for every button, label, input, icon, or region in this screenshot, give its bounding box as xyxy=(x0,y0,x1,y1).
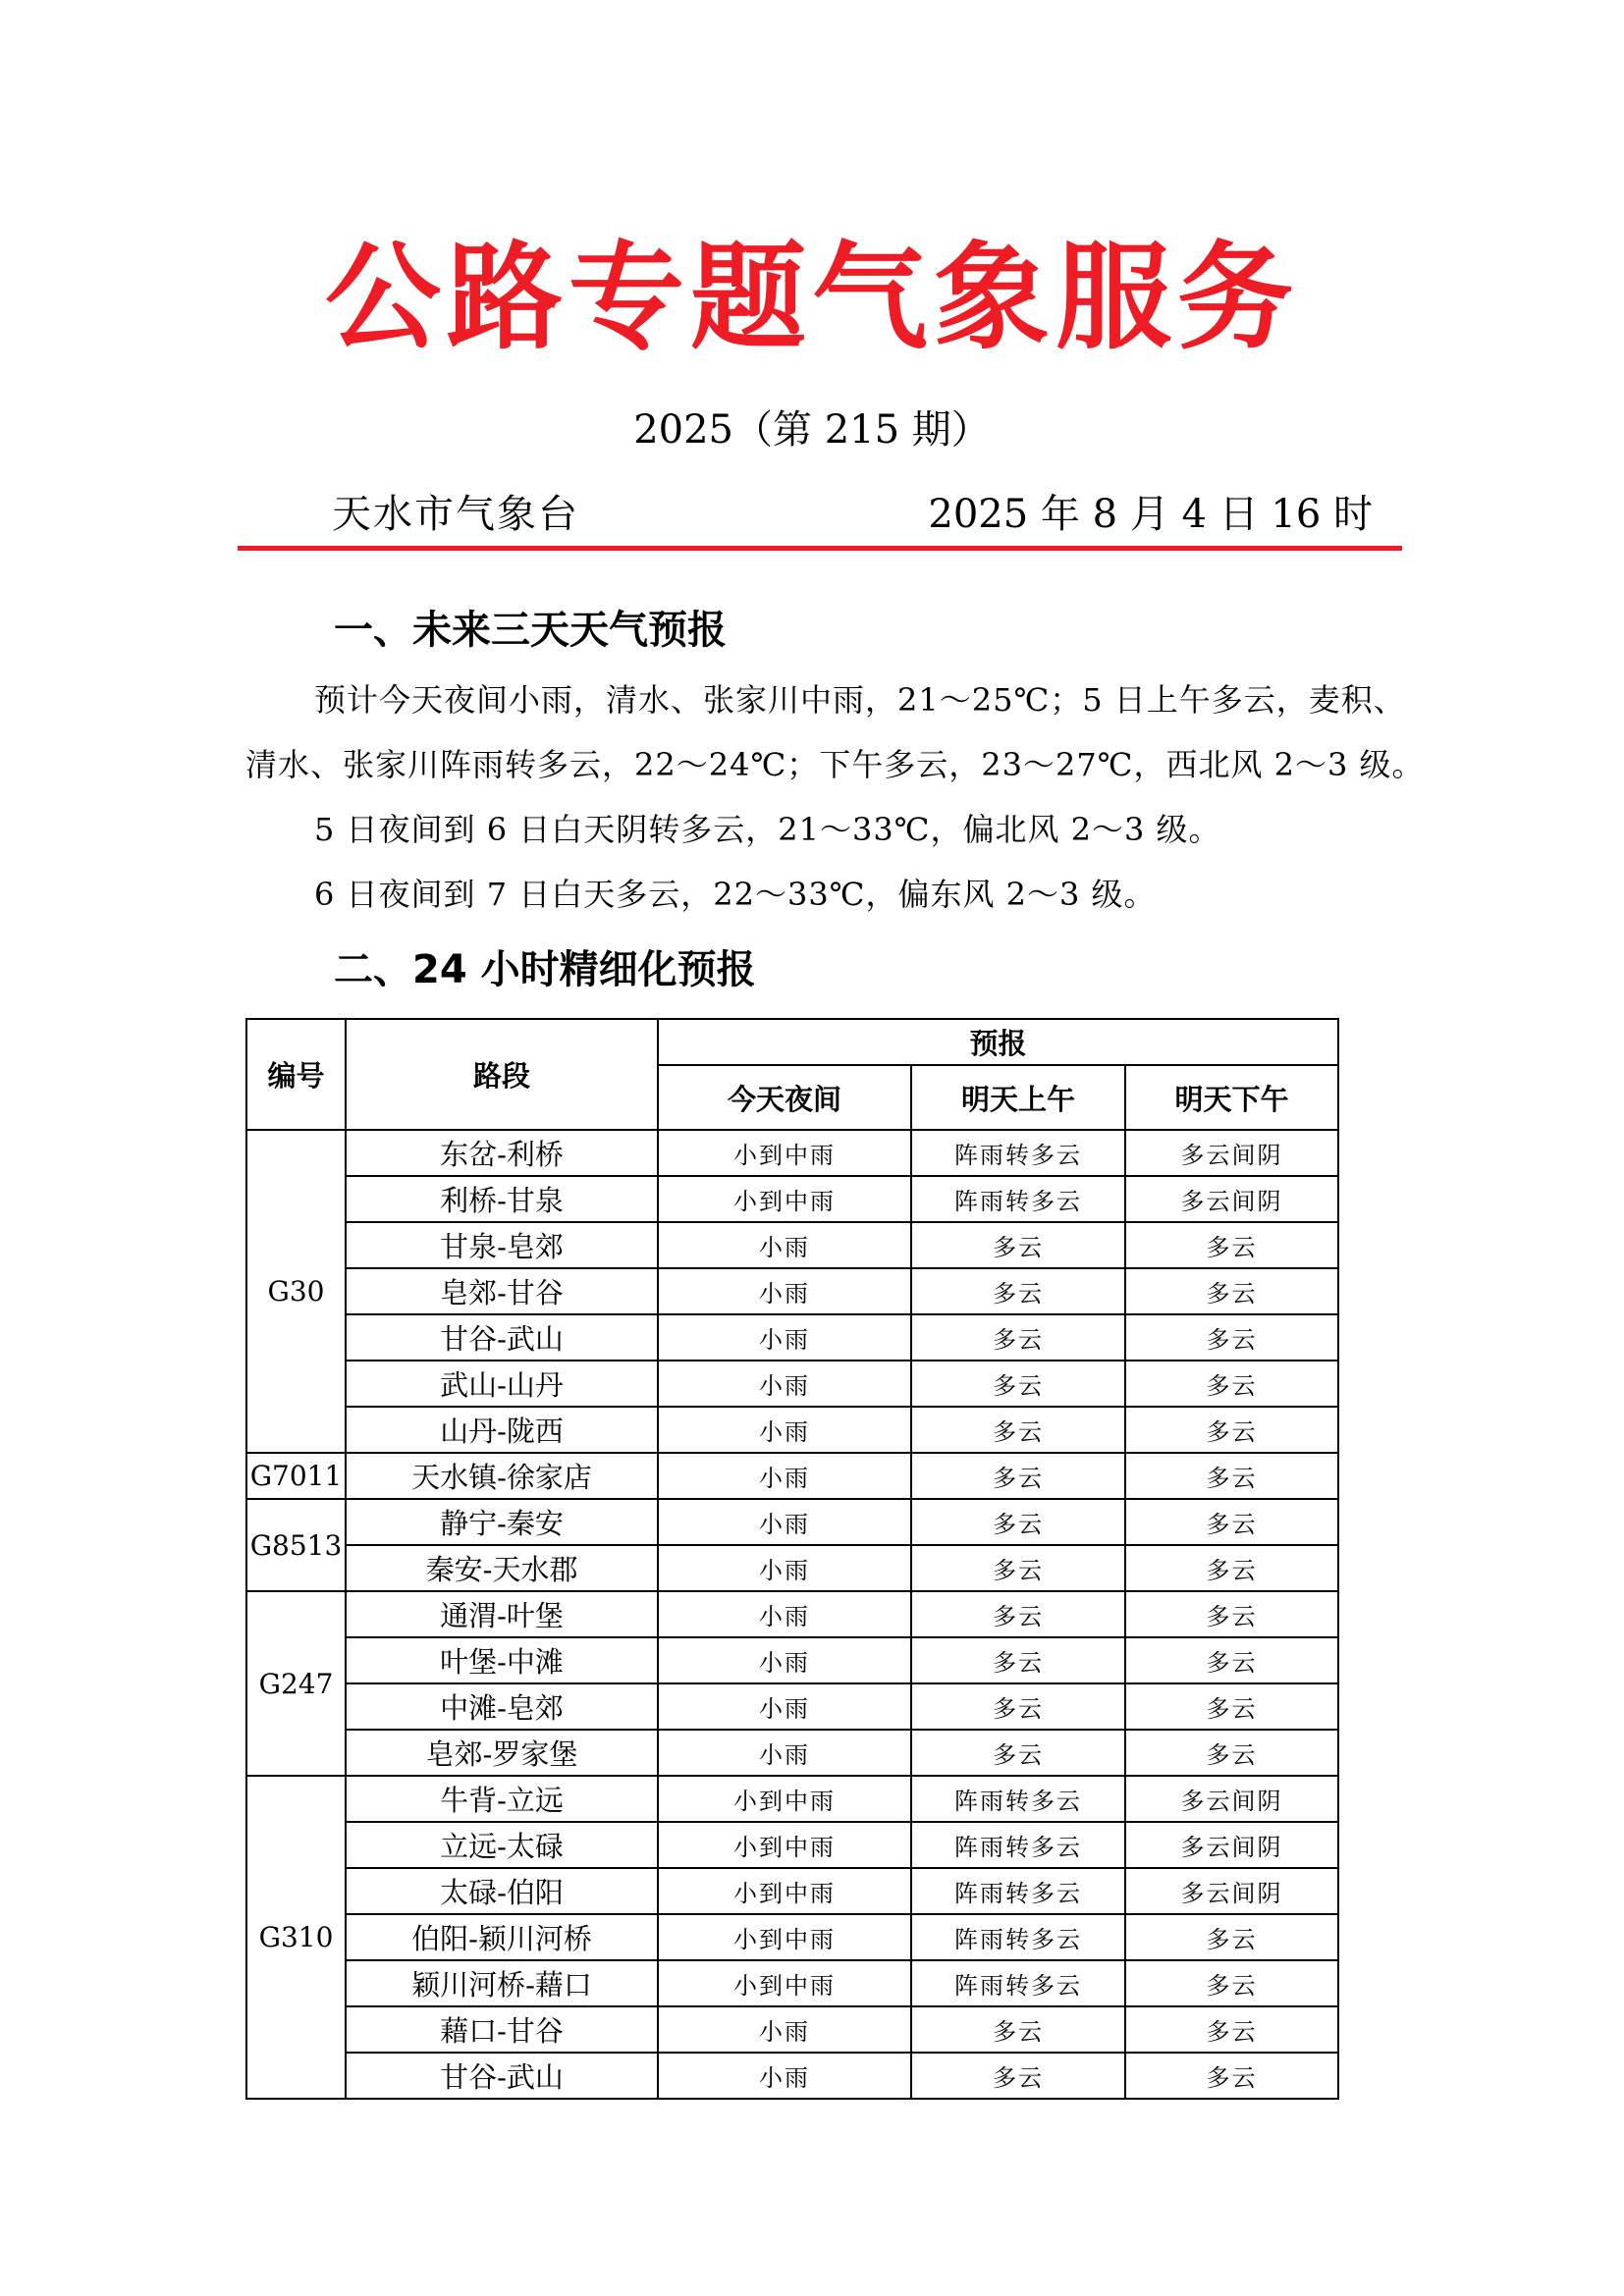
table-row xyxy=(246,1683,1338,1730)
forecast-tomorrow-pm: 多云间阴 xyxy=(1125,1176,1338,1222)
forecast-line-1: 预计今天夜间小雨，清水、张家川中雨，21～25℃；5 日上午多云，麦积、 xyxy=(314,681,1406,719)
forecast-line-4: 6 日夜间到 7 日白天多云，22～33℃，偏东风 2～3 级。 xyxy=(314,876,1157,913)
forecast-tomorrow-pm: 多云 xyxy=(1125,1407,1338,1453)
header-segment: 路段 xyxy=(346,1019,658,1130)
forecast-tomorrow-am: 阵雨转多云 xyxy=(911,1822,1125,1868)
forecast-tomorrow-pm: 多云间阴 xyxy=(1125,1130,1338,1176)
table-row xyxy=(246,1591,1338,1637)
road-segment: 伯阳-颖川河桥 xyxy=(346,1914,658,1960)
forecast-line-3: 5 日夜间到 6 日白天阴转多云，21～33℃，偏北风 2～3 级。 xyxy=(314,811,1221,848)
forecast-tonight: 小雨 xyxy=(658,1361,911,1407)
forecast-tomorrow-am: 阵雨转多云 xyxy=(911,1776,1125,1822)
header-code: 编号 xyxy=(246,1019,346,1130)
issue-date: 2025 年 8 月 4 日 16 时 xyxy=(928,492,1373,537)
road-segment: 立远-太碌 xyxy=(346,1822,658,1868)
forecast-tonight: 小雨 xyxy=(658,1407,911,1453)
forecast-tomorrow-pm: 多云 xyxy=(1125,1960,1338,2006)
forecast-tomorrow-pm: 多云 xyxy=(1125,1683,1338,1730)
road-segment: 静宁-秦安 xyxy=(346,1499,658,1545)
forecast-tomorrow-pm: 多云间阴 xyxy=(1125,1868,1338,1914)
forecast-tomorrow-am: 多云 xyxy=(911,1407,1125,1453)
table-row xyxy=(246,1130,1338,1176)
table-row xyxy=(246,2053,1338,2099)
road-segment: 秦安-天水郡 xyxy=(346,1545,658,1591)
forecast-tonight: 小雨 xyxy=(658,1683,911,1730)
forecast-tomorrow-am: 阵雨转多云 xyxy=(911,1176,1125,1222)
table-row xyxy=(246,1453,1338,1499)
forecast-tomorrow-am: 多云 xyxy=(911,1222,1125,1268)
issue-number: 2025（第 215 期） xyxy=(633,407,991,453)
road-segment: 中滩-皂郊 xyxy=(346,1683,658,1730)
header-tonight: 今天夜间 xyxy=(658,1065,911,1130)
road-segment: 皂郊-罗家堡 xyxy=(346,1730,658,1776)
forecast-tonight: 小到中雨 xyxy=(658,1822,911,1868)
table-row xyxy=(246,1222,1338,1268)
table-row xyxy=(246,1545,1338,1591)
road-segment: 武山-山丹 xyxy=(346,1361,658,1407)
forecast-tomorrow-am: 多云 xyxy=(911,1453,1125,1499)
road-segment: 颖川河桥-藉口 xyxy=(346,1960,658,2006)
table-row xyxy=(246,1914,1338,1960)
table-row xyxy=(246,1637,1338,1683)
forecast-tomorrow-pm: 多云 xyxy=(1125,1453,1338,1499)
table-row xyxy=(246,1776,1338,1822)
forecast-tomorrow-pm: 多云 xyxy=(1125,1314,1338,1361)
forecast-tomorrow-am: 多云 xyxy=(911,1314,1125,1361)
header-forecast: 预报 xyxy=(658,1019,1338,1065)
forecast-tonight: 小雨 xyxy=(658,1730,911,1776)
road-segment: 叶堡-中滩 xyxy=(346,1637,658,1683)
forecast-line-2: 清水、张家川阵雨转多云，22～24℃；下午多云，23～27℃，西北风 2～3 级。 xyxy=(245,746,1425,783)
forecast-tomorrow-pm: 多云 xyxy=(1125,1730,1338,1776)
forecast-tomorrow-pm: 多云 xyxy=(1125,2006,1338,2053)
forecast-tomorrow-am: 阵雨转多云 xyxy=(911,1960,1125,2006)
forecast-tomorrow-am: 多云 xyxy=(911,1683,1125,1730)
table-row xyxy=(246,2006,1338,2053)
forecast-tomorrow-am: 多云 xyxy=(911,2053,1125,2099)
table-row xyxy=(246,1407,1338,1453)
table-row xyxy=(246,1822,1338,1868)
table-row xyxy=(246,1268,1338,1314)
forecast-tomorrow-am: 多云 xyxy=(911,1591,1125,1637)
forecast-tomorrow-pm: 多云 xyxy=(1125,1591,1338,1637)
forecast-tonight: 小雨 xyxy=(658,1268,911,1314)
road-code: G7011 xyxy=(246,1453,346,1499)
forecast-tonight: 小雨 xyxy=(658,2053,911,2099)
forecast-tomorrow-am: 多云 xyxy=(911,1730,1125,1776)
road-segment: 天水镇-徐家店 xyxy=(346,1453,658,1499)
issuer: 天水市气象台 xyxy=(332,492,579,537)
section2-heading: 二、24 小时精细化预报 xyxy=(334,947,756,992)
road-segment: 牛背-立远 xyxy=(346,1776,658,1822)
road-code: G8513 xyxy=(246,1499,346,1591)
forecast-tonight: 小雨 xyxy=(658,1499,911,1545)
page-title: 公路专题气象服务 xyxy=(324,230,1299,365)
header-tomorrow-am: 明天上午 xyxy=(911,1065,1125,1130)
forecast-tonight: 小到中雨 xyxy=(658,1176,911,1222)
forecast-tonight: 小雨 xyxy=(658,1453,911,1499)
road-segment: 通渭-叶堡 xyxy=(346,1591,658,1637)
table-row xyxy=(246,1960,1338,2006)
forecast-tomorrow-pm: 多云 xyxy=(1125,1222,1338,1268)
road-segment: 藉口-甘谷 xyxy=(346,2006,658,2053)
header-tomorrow-pm: 明天下午 xyxy=(1125,1065,1338,1130)
section1-heading: 一、未来三天天气预报 xyxy=(334,608,727,653)
forecast-tonight: 小到中雨 xyxy=(658,1960,911,2006)
forecast-tonight: 小到中雨 xyxy=(658,1914,911,1960)
forecast-tomorrow-am: 多云 xyxy=(911,1637,1125,1683)
forecast-tomorrow-am: 多云 xyxy=(911,1499,1125,1545)
forecast-tomorrow-am: 多云 xyxy=(911,1545,1125,1591)
forecast-tomorrow-am: 多云 xyxy=(911,1361,1125,1407)
road-code: G310 xyxy=(246,1776,346,2099)
forecast-tonight: 小到中雨 xyxy=(658,1776,911,1822)
forecast-tonight: 小雨 xyxy=(658,1591,911,1637)
forecast-tomorrow-am: 阵雨转多云 xyxy=(911,1868,1125,1914)
road-segment: 东岔-利桥 xyxy=(346,1130,658,1176)
table-row xyxy=(246,1176,1338,1222)
road-code: G30 xyxy=(246,1130,346,1453)
road-segment: 山丹-陇西 xyxy=(346,1407,658,1453)
forecast-tomorrow-pm: 多云 xyxy=(1125,1914,1338,1960)
table-row xyxy=(246,1314,1338,1361)
forecast-tomorrow-pm: 多云 xyxy=(1125,1637,1338,1683)
forecast-tomorrow-pm: 多云 xyxy=(1125,1499,1338,1545)
forecast-tomorrow-pm: 多云间阴 xyxy=(1125,1776,1338,1822)
table-row xyxy=(246,1730,1338,1776)
forecast-tonight: 小雨 xyxy=(658,2006,911,2053)
road-segment: 甘谷-武山 xyxy=(346,2053,658,2099)
road-segment: 利桥-甘泉 xyxy=(346,1176,658,1222)
forecast-tonight: 小雨 xyxy=(658,1545,911,1591)
forecast-tonight: 小雨 xyxy=(658,1637,911,1683)
forecast-tomorrow-pm: 多云 xyxy=(1125,1268,1338,1314)
road-code: G247 xyxy=(246,1591,346,1776)
forecast-tonight: 小雨 xyxy=(658,1222,911,1268)
forecast-table xyxy=(245,1018,1339,2100)
forecast-tomorrow-am: 多云 xyxy=(911,2006,1125,2053)
table-row xyxy=(246,1499,1338,1545)
table-row xyxy=(246,1361,1338,1407)
forecast-tonight: 小到中雨 xyxy=(658,1130,911,1176)
road-segment: 甘谷-武山 xyxy=(346,1314,658,1361)
forecast-tomorrow-pm: 多云 xyxy=(1125,2053,1338,2099)
table-row xyxy=(246,1868,1338,1914)
forecast-tonight: 小到中雨 xyxy=(658,1868,911,1914)
road-segment: 甘泉-皂郊 xyxy=(346,1222,658,1268)
forecast-tomorrow-pm: 多云 xyxy=(1125,1361,1338,1407)
forecast-tomorrow-am: 阵雨转多云 xyxy=(911,1130,1125,1176)
road-segment: 皂郊-甘谷 xyxy=(346,1268,658,1314)
forecast-tomorrow-pm: 多云 xyxy=(1125,1545,1338,1591)
forecast-tomorrow-am: 阵雨转多云 xyxy=(911,1914,1125,1960)
red-divider xyxy=(238,546,1402,551)
forecast-tomorrow-pm: 多云间阴 xyxy=(1125,1822,1338,1868)
road-segment: 太碌-伯阳 xyxy=(346,1868,658,1914)
forecast-tomorrow-am: 多云 xyxy=(911,1268,1125,1314)
forecast-tonight: 小雨 xyxy=(658,1314,911,1361)
forecast-table-body xyxy=(246,1130,1338,2099)
